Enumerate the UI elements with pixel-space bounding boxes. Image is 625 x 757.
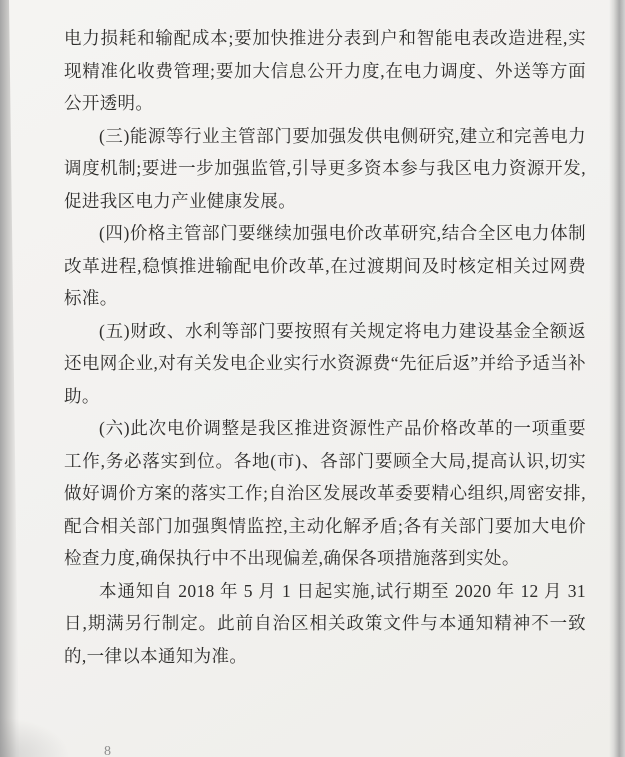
body-paragraph-continuation: 电力损耗和输配成本;要加快推进分表到户和智能电表改造进程,实现精准化收费管理;要加大信息公开力度,在电力调度、外送等方面公开透明。 xyxy=(64,28,586,113)
paper-left-edge-shadow xyxy=(0,0,22,757)
paper-corner-shadow xyxy=(0,717,70,757)
body-paragraph-item-4: (四)价格主管部门要继续加强电价改革研究,结合全区电力体制改革进程,稳慎推进输配电价改革,在过渡期间及时核定相关过网费标准。 xyxy=(64,223,586,308)
body-paragraph-effective-date: 本通知自 2018 年 5 月 1 日起实施,试行期至 2020 年 12 月 31 日,期满另行制定。此前自治区相关政策文件与本通知精神不一致的,一律以本通知为准。 xyxy=(64,580,586,666)
paper-right-edge-shadow xyxy=(609,0,625,757)
body-paragraph-item-6: (六)此次电价调整是我区推进资源性产品价格改革的一项重要工作,务必落实到位。各地(市)、各部门要顾全大局,提高认识,切实做好调价方案的落实工作;自治区发展改革委要精心组织,周密安排,配合相关部门加强舆情监控,主动化解矛盾;各有关部门要加大电价检查力度,确保执行中不出现偏差,确保各项措施落到实处。 xyxy=(64,418,586,568)
body-paragraph-item-5: (五)财政、水利等部门要按照有关规定将电力建设基金全额返还电网企业,对有关发电企业实行水资源费“先征后返”并给予适当补助。 xyxy=(64,320,586,406)
body-paragraph-item-3: (三)能源等行业主管部门要加强发供电侧研究,建立和完善电力调度机制;要进一步加强监管,引导更多资本参与我区电力资源开发,促进我区电力产业健康发展。 xyxy=(64,125,586,211)
document-body xyxy=(64,22,586,672)
page-number: 8 xyxy=(104,744,111,757)
